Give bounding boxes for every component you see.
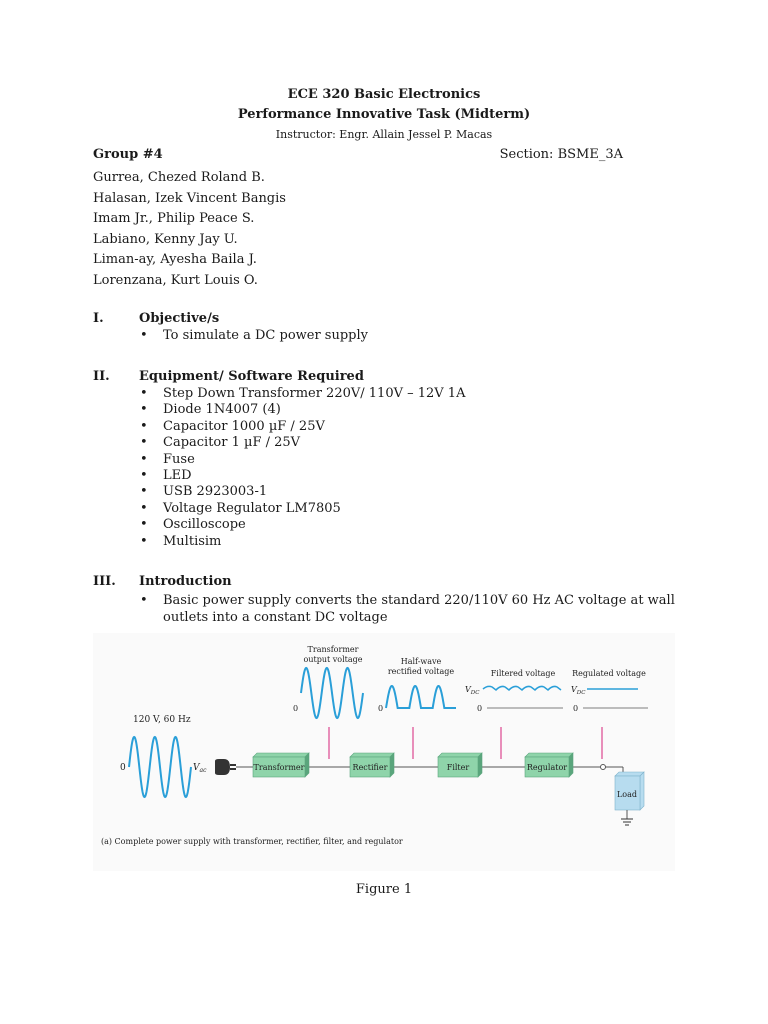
member-item: Gurrea, Chezed Roland B. bbox=[93, 170, 265, 185]
vdc-subscript: DC bbox=[470, 690, 480, 696]
task-title: Performance Innovative Task (Midterm) bbox=[237, 107, 531, 122]
block-label: Rectifier bbox=[352, 763, 388, 772]
rectifier-block bbox=[350, 753, 394, 777]
member-item: Halasan, Izek Vincent Bangis bbox=[93, 190, 286, 206]
vdc-symbol: V bbox=[465, 685, 471, 694]
course-title: ECE 320 Basic Electronics bbox=[287, 87, 481, 102]
member-item: Labiano, Kenny Jay U. bbox=[93, 231, 238, 247]
section-heading-introduction bbox=[93, 574, 232, 589]
load-block bbox=[615, 772, 644, 810]
list-item: • Oscilloscope bbox=[140, 517, 465, 533]
zero-label: 0 bbox=[477, 704, 483, 713]
section-heading-equipment bbox=[93, 369, 364, 384]
vdc-subscript: DC bbox=[576, 690, 586, 696]
transformer-block bbox=[253, 753, 309, 777]
list-item: • LED bbox=[140, 468, 465, 484]
zero-label: 0 bbox=[378, 704, 384, 713]
introduction-list bbox=[140, 593, 683, 626]
halfwave-label-2: rectified voltage bbox=[387, 667, 455, 676]
block-label: Filter bbox=[446, 763, 470, 772]
list-item: • To simulate a DC power supply bbox=[140, 328, 368, 344]
filter-block bbox=[438, 753, 482, 777]
load-label: Load bbox=[616, 790, 638, 799]
section-title: Equipment/ Software Required bbox=[139, 369, 364, 384]
list-item: • Capacitor 1 µF / 25V bbox=[140, 435, 465, 451]
section-title: Objective/s bbox=[139, 311, 220, 326]
section-heading-objectives bbox=[93, 311, 219, 326]
power-supply-diagram bbox=[93, 633, 675, 871]
list-item: • USB 2923003-1 bbox=[140, 484, 465, 500]
zero-label: 0 bbox=[120, 763, 126, 773]
filtered-label: Filtered voltage bbox=[490, 669, 556, 678]
zero-label: 0 bbox=[573, 704, 579, 713]
vac-subscript: ac bbox=[199, 767, 207, 774]
instructor-line: Instructor: Engr. Allain Jessel P. Macas bbox=[275, 128, 493, 141]
block-label: Transformer bbox=[253, 763, 305, 772]
regulated-label: Regulated voltage bbox=[572, 669, 646, 678]
section-title: Introduction bbox=[139, 574, 232, 589]
group-line bbox=[93, 147, 623, 162]
transformer-output-label-1: Transformer bbox=[307, 645, 359, 654]
input-voltage-label: 120 V, 60 Hz bbox=[133, 715, 191, 725]
figure-caption: Figure 1 bbox=[355, 882, 413, 897]
section-number: I. bbox=[93, 311, 104, 326]
list-item: • Diode 1N4007 (4) bbox=[140, 402, 465, 418]
regulator-block bbox=[525, 753, 573, 777]
vac-symbol: V bbox=[193, 763, 200, 773]
member-list bbox=[93, 168, 286, 291]
power-supply-figure bbox=[93, 633, 675, 871]
vdc-symbol: V bbox=[571, 685, 577, 694]
list-item: • Voltage Regulator LM7805 bbox=[140, 501, 465, 517]
list-item: • Basic power supply converts the standard 220/110V 60 Hz AC voltage at wall outlets into a constant DC voltage bbox=[140, 593, 683, 626]
objectives-list bbox=[140, 328, 368, 344]
list-item: • Fuse bbox=[140, 452, 465, 468]
section-number: III. bbox=[93, 574, 116, 589]
transformer-output-label-2: output voltage bbox=[303, 655, 363, 664]
list-item: • Capacitor 1000 µF / 25V bbox=[140, 419, 465, 435]
halfwave-label-1: Half-wave bbox=[400, 657, 442, 666]
equipment-list bbox=[140, 386, 465, 550]
group-label: Group #4 bbox=[93, 147, 163, 162]
member-item: Lorenzana, Kurt Louis O. bbox=[93, 272, 258, 288]
section-label: Section: BSME_3A bbox=[499, 147, 623, 162]
list-item: • Multisim bbox=[140, 534, 465, 550]
figure-subcaption: (a) Complete power supply with transformer, rectifier, filter, and regulator bbox=[101, 837, 403, 846]
member-item: Imam Jr., Philip Peace S. bbox=[93, 211, 255, 226]
member-item: Liman-ay, Ayesha Baila J. bbox=[93, 252, 257, 267]
section-number: II. bbox=[93, 369, 110, 384]
zero-label: 0 bbox=[293, 704, 299, 713]
output-node bbox=[601, 765, 606, 770]
list-item: • Step Down Transformer 220V/ 110V – 12V 1A bbox=[140, 386, 465, 402]
block-label: Regulator bbox=[526, 763, 568, 772]
